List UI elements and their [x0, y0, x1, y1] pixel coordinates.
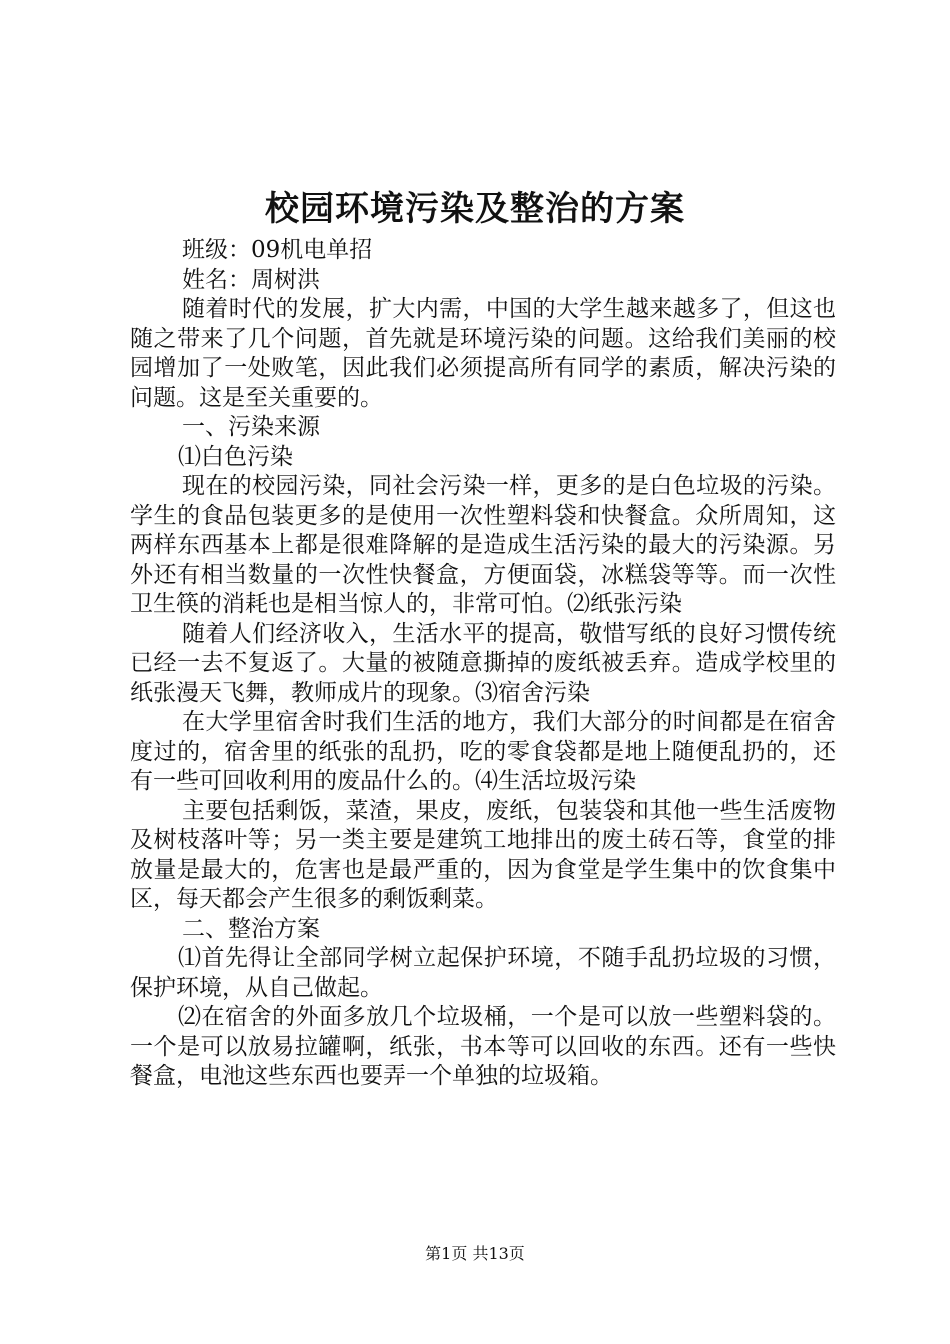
document-body — [130, 236, 836, 1092]
page-footer: 第1页 共13页 — [425, 1244, 525, 1263]
class-line: 班级：09机电单招 — [182, 237, 373, 263]
document-title: 校园环境污染及整治的方案 — [265, 189, 685, 229]
paragraph-white-pollution: 现在的校园污染，同社会污染一样，更多的是白色垃圾的污染。学生的食品包装更多的是使用一次性塑料袋和快餐盒。众所周知，这两样东西基本上都是很难降解的是造成生活污染的最大的污染源。另外还有相当数量的一次性快餐盒，方便面袋，冰糕袋等等。而一次性卫生筷的消耗也是相当惊人的，非常可怕。⑵纸张污染 — [130, 473, 836, 617]
plan-item-2: ⑵在宿舍的外面多放几个垃圾桶，一个是可以放一些塑料袋的。一个是可以放易拉罐啊，纸张，书本等可以回收的东西。还有一些快餐盒，电池这些东西也要弄一个单独的垃圾箱。 — [130, 1004, 836, 1089]
paragraph-garbage-pollution: 主要包括剩饭，菜渣，果皮，废纸，包装袋和其他一些生活废物及树枝落叶等；另一类主要是建筑工地排出的废土砖石等，食堂的排放量是最大的，危害也是最严重的，因为食堂是学生集中的饮食集中区，每天都会产生很多的剩饭剩菜。 — [130, 797, 836, 912]
section-heading-remediation-plan: 二、整治方案 — [182, 915, 320, 942]
subheading-white-pollution: ⑴白色污染 — [178, 443, 293, 470]
paragraph-paper-pollution: 随着人们经济收入，生活水平的提高，敬惜写纸的良好习惯传统已经一去不复返了。大量的被随意撕掉的废纸被丢弃。造成学校里的纸张漫天飞舞，教师成片的现象。⑶宿舍污染 — [130, 620, 836, 706]
intro-paragraph: 随着时代的发展，扩大内需，中国的大学生越来越多了，但这也随之带来了几个问题，首先就是环境污染的问题。这给我们美丽的校园增加了一处败笔，因此我们必须提高所有同学的素质，解决污染的问题。这是至关重要的。 — [130, 296, 836, 411]
paragraph-dorm-pollution: 在大学里宿舍时我们生活的地方，我们大部分的时间都是在宿舍度过的，宿舍里的纸张的乱扔，吃的零食袋都是地上随便乱扔的，还有一些可回收利用的废品什么的。⑷生活垃圾污染 — [130, 709, 836, 794]
name-line: 姓名：周树洪 — [182, 266, 320, 293]
plan-item-1: ⑴首先得让全部同学树立起保护环境，不随手乱扔垃圾的习惯，保护环境，从自己做起。 — [130, 945, 836, 1001]
section-heading-pollution-sources: 一、污染来源 — [182, 414, 320, 440]
